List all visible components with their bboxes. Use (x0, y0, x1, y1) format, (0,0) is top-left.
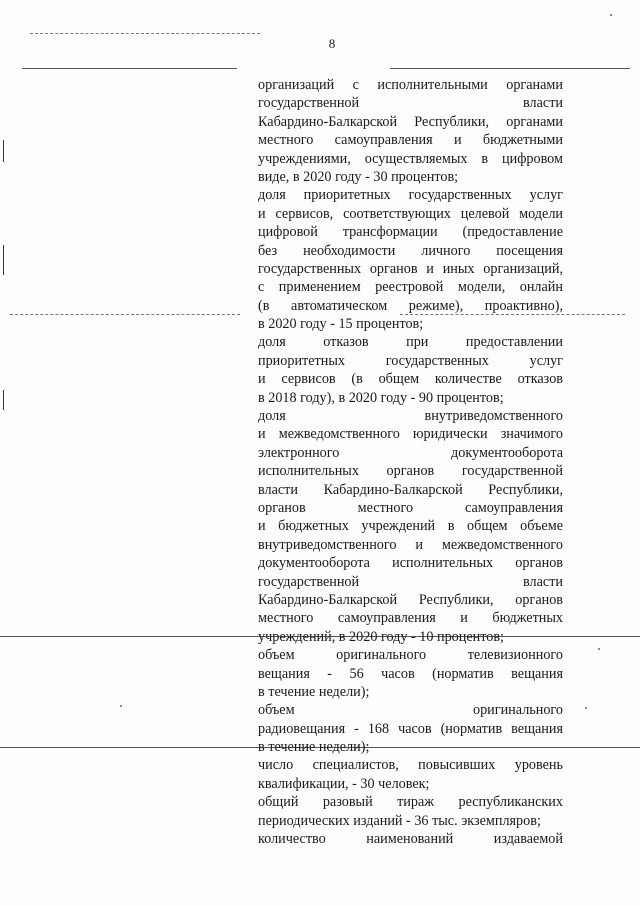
text-line: доля приоритетных государственных услуг (258, 187, 563, 204)
text-line: объем оригинального телевизионного (258, 647, 563, 664)
text-line: в 2020 году - 15 процентов; (258, 316, 424, 333)
text-line: учреждениями, осуществляемых в цифровом (258, 150, 563, 167)
text-line: доля внутриведомственного (258, 408, 563, 425)
text-line: в течение недели); (258, 739, 370, 756)
text-line: государственных органов и иных организаций, (258, 260, 563, 277)
text-line: вещания - 56 часов (норматив вещания (258, 665, 563, 682)
text-line: без необходимости личного посещения (258, 242, 563, 259)
text-line: внутриведомственного и межведомственного (258, 536, 563, 553)
text-line: в 2018 году), в 2020 году - 90 процентов; (258, 389, 504, 406)
scan-artifact-margin-tick (3, 390, 4, 410)
scan-artifact-dot (610, 14, 612, 16)
text-line: Кабардино-Балкарской Республики, органами (258, 113, 563, 130)
text-line: объем оригинального (258, 702, 563, 719)
text-line: Кабардино-Балкарской Республики, органов (258, 591, 563, 608)
document-body (258, 76, 563, 848)
text-line: с применением реестровой модели, онлайн (258, 279, 563, 296)
scan-artifact-dot (598, 648, 600, 650)
text-line: власти Кабардино-Балкарской Республики, (258, 481, 563, 498)
page-number: 8 (328, 36, 336, 51)
scan-artifact-dot (120, 705, 122, 707)
text-line: и бюджетных учреждений в общем объеме (258, 518, 563, 535)
text-line: и сервисов, соответствующих целевой модели (258, 205, 563, 222)
text-line: количество наименований издаваемой (258, 831, 563, 848)
text-line: документооборота исполнительных органов (258, 555, 563, 572)
text-line: квалификации, - 30 человек; (258, 775, 430, 792)
text-line: исполнительных органов государственной (258, 463, 563, 480)
scan-artifact-rule (22, 68, 237, 69)
text-line: приоритетных государственных услуг (258, 352, 563, 369)
text-line: число специалистов, повысивших уровень (258, 757, 563, 774)
text-line: (в автоматическом режиме), проактивно), (258, 297, 563, 314)
text-line: местного самоуправления и бюджетными (258, 132, 563, 149)
text-line: радиовещания - 168 часов (норматив вещания (258, 720, 563, 737)
text-line: электронного документооборота (258, 444, 563, 461)
scan-artifact-rule (390, 68, 630, 69)
scan-artifact-margin-tick (3, 140, 4, 162)
scan-artifact-rule (10, 314, 240, 315)
text-line: цифровой трансформации (предоставление (258, 224, 563, 241)
text-line: в течение недели); (258, 683, 370, 700)
text-line: виде, в 2020 году - 30 процентов; (258, 168, 459, 185)
text-line: органов местного самоуправления (258, 499, 563, 516)
text-line: местного самоуправления и бюджетных (258, 610, 563, 627)
text-line: доля отказов при предоставлении (258, 334, 563, 351)
text-line: периодических изданий - 36 тыс. экземпляров; (258, 812, 541, 829)
scan-artifact-dot (585, 707, 587, 709)
text-line: государственной власти (258, 95, 563, 112)
text-line: государственной власти (258, 573, 563, 590)
text-line: организаций с исполнительными органами (258, 77, 563, 93)
scan-artifact-top-rule (30, 33, 260, 34)
text-line: учреждений, в 2020 году - 10 процентов; (258, 628, 505, 645)
text-line: общий разовый тираж республиканских (258, 794, 563, 811)
text-line: и межведомственного юридически значимого (258, 426, 563, 443)
text-line: и сервисов (в общем количестве отказов (258, 371, 563, 388)
scan-artifact-margin-tick (3, 245, 4, 275)
